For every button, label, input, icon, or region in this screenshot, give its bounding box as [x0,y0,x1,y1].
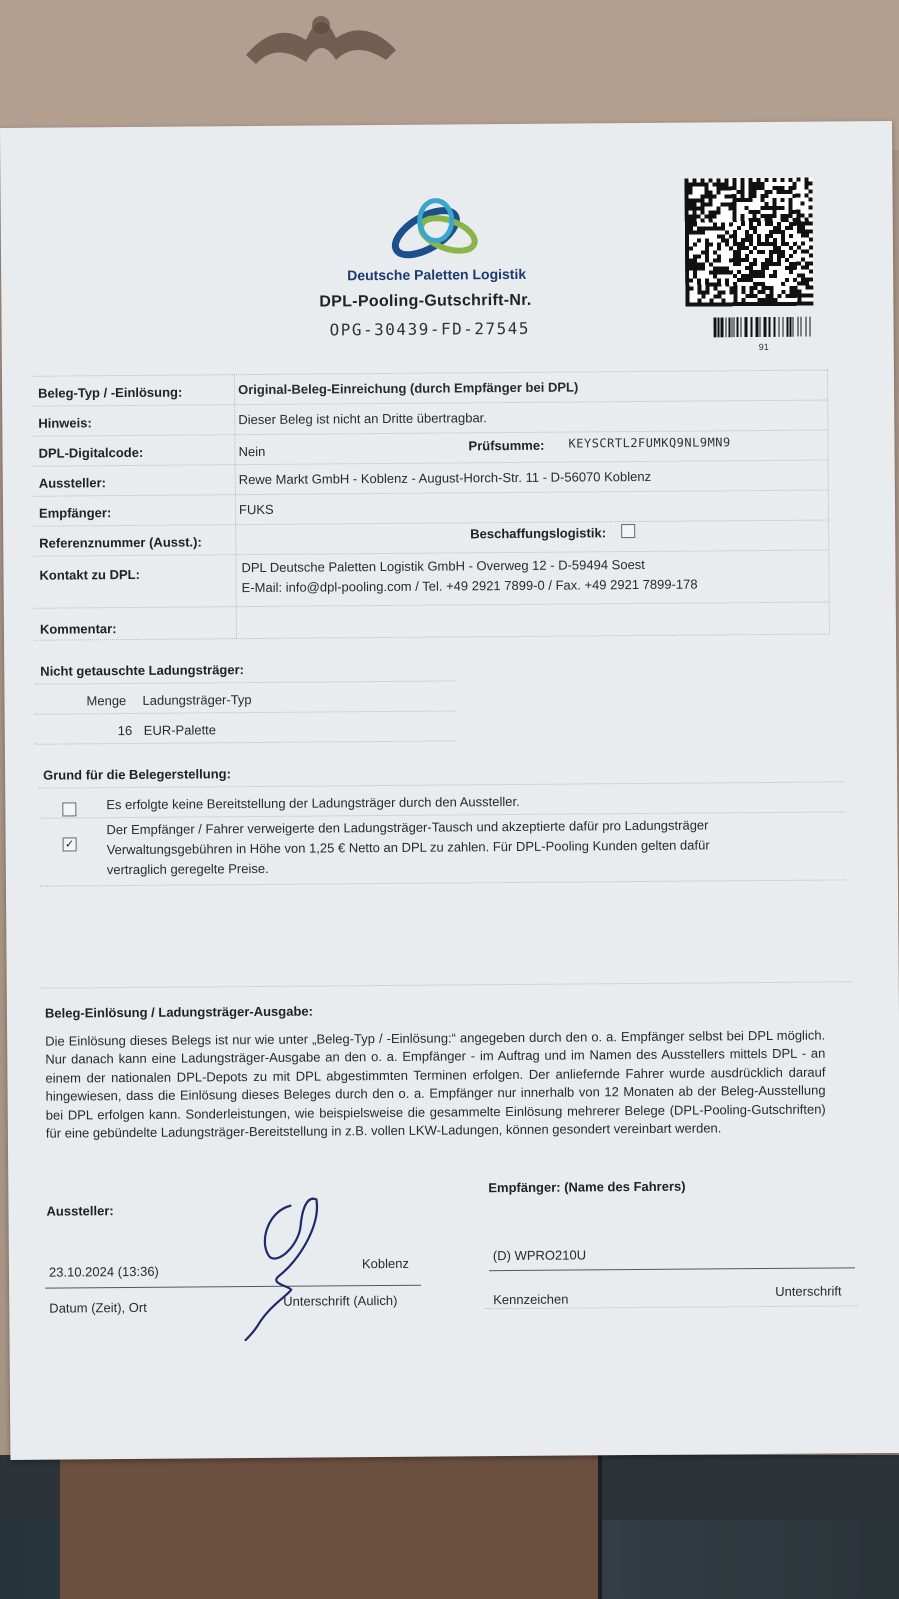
reason-option-2-line-1: Der Empfänger / Fahrer verweigerte den Ladungsträger-Tausch und akzeptierte dafür pro Ladungsträger [106,817,709,838]
barcode-number: 91 [758,341,769,353]
digitalcode-label: DPL-Digitalcode: [38,444,144,461]
carrier-menge: 16 [117,722,133,739]
barcode [714,317,814,338]
redemption-title: Beleg-Einlösung / Ladungsträger-Ausgabe: [44,1003,313,1021]
kontakt-line-2: E-Mail: info@dpl-pooling.com / Tel. +49 2921 7899-0 / Fax. +49 2921 7899-178 [241,576,698,596]
hinweis-value: Dieser Beleg ist nicht an Dritte übertragbar. [238,410,487,428]
reason-option-1-checkbox[interactable] [62,802,76,816]
kontakt-line-1: DPL Deutsche Paletten Logistik GmbH - Overweg 12 - D-59494 Soest [241,556,645,576]
license-plate: (D) WPRO210U [492,1247,587,1264]
floor-board [60,1455,600,1599]
beleg-typ-value: Original-Beleg-Einreichung (durch Empfänger bei DPL) [238,379,579,398]
kontakt-label: Kontakt zu DPL: [39,566,140,583]
empfaenger-signature-label: Empfänger: (Name des Fahrers) [488,1178,686,1196]
floor-seam [598,1455,602,1599]
referenz-label: Referenznummer (Ausst.): [39,534,202,551]
carriers-col-typ: Ladungsträger-Typ [142,692,252,708]
carrier-typ: EUR-Palette [143,722,217,738]
carriers-title: Nicht getauschte Ladungsträger: [40,662,245,679]
document-title: DPL-Pooling-Gutschrift-Nr. [319,291,532,311]
issue-date: 23.10.2024 (13:36) [48,1263,159,1280]
kommentar-label: Kommentar: [39,621,117,637]
document-number: OPG-30439-FD-27545 [329,318,531,340]
plate-caption: Kennzeichen [493,1291,569,1308]
date-place-caption: Datum (Zeit), Ort [49,1299,147,1316]
reason-option-1-text: Es erfolgte keine Bereitstellung der Ladungsträger durch den Aussteller. [106,793,520,813]
handwritten-signature [228,1185,339,1341]
wall-ornament-icon [236,0,406,70]
reason-option-2-line-2: Verwaltungsgebühren in Höhe von 1,25 € Netto an DPL zu zahlen. Für DPL-Pooling Kunden gelten dafür [106,837,710,858]
dpl-logo-icon [386,196,487,263]
carriers-col-menge: Menge [86,693,127,709]
brand-name: Deutsche Paletten Logistik [347,265,527,284]
data-matrix-code [684,177,813,308]
redemption-text: Die Einlösung dieses Belegs ist nur wie unter „Beleg-Typ / -Einlösung:“ angegeben durch den o. a. Empfänger selbst bei DPL möglich. Nur danach kann eine Ladungsträger-Ausgabe an den o. a. Empfänger - im Auftrag und im Namen des Ausstellers mittels DPL - an einem der nationalen DPL-Depots zu mit DPL abgestimmten Terminen erfolgen. Der anliefernde Fahrer wurde ausdrücklich darauf hingewiesen, dass die Einlösung dieses Beleges durch den o. a. Empfänger nur innerhalb von 12 Monaten ab der Beleg-Ausstellung bei DPL erfolgen kann. Sonderleistungen, wie beispielsweise die gesammelte Einlösung mehrerer Belege (DPL-Pooling-Gutschriften) für eine gebündelte Ladungsträger-Bereitstellung in z.B. vollen LKW-Ladungen, können gesondert vereinbart werden. [45,1027,826,1141]
reason-option-2-checkbox[interactable]: ✓ [63,837,77,851]
reason-title: Grund für die Belegerstellung: [43,766,231,783]
aussteller-signature-label: Aussteller: [46,1203,114,1219]
driver-signature-caption: Unterschrift [775,1283,842,1299]
empfaenger-value: FUKS [238,501,274,518]
hinweis-label: Hinweis: [38,415,92,431]
pruefsumme-label: Prüfsumme: [468,437,545,454]
aussteller-label: Aussteller: [38,475,107,491]
document-sheet [0,121,899,1460]
reason-option-2-line-3: vertraglich geregelte Preise. [106,860,269,878]
beschaffung-checkbox[interactable] [621,524,635,538]
beschaffung-label: Beschaffungslogistik: [470,525,607,542]
beleg-typ-label: Beleg-Typ / -Einlösung: [38,384,183,401]
pruefsumme-value: KEYSCRTL2FUMKQ9NL9MN9 [568,435,731,451]
aussteller-value: Rewe Markt GmbH - Koblenz - August-Horch-Str. 11 - D-56070 Koblenz [238,468,652,488]
empfaenger-label: Empfänger: [38,505,112,521]
signature-caption: Unterschrift (Aulich) [283,1292,398,1309]
digitalcode-value: Nein [238,443,266,460]
issue-place: Koblenz [361,1255,409,1272]
